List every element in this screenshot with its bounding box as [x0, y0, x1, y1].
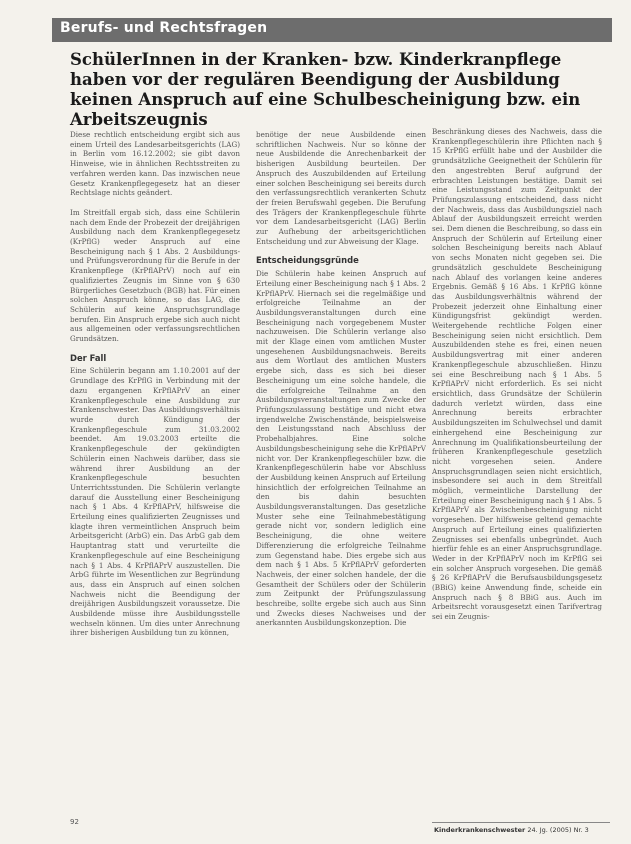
publication-issue: 24. Jg. (2005) Nr. 3 — [527, 826, 589, 834]
publication-name: Kinderkrankenschwester — [434, 826, 526, 834]
section-header-bar — [52, 18, 612, 42]
text-column-3 — [432, 127, 602, 815]
paragraph: Eine Schülerin begann am 1.10.2001 auf der Grundlage des KrPflG in Verbindung mit der dazu ergangenen KrPflAPrV an einer Krankenpflegeschule eine Ausbildung zur Krankenschwester. Das Ausbildungsverhältnis wurde durch Kündigung der Krankenpflegeschule zum 31.03.2002 beendet. Am 19.03.2003 erteilte die Krankenpflegeschule der gekündigten Schülerin einen Nachweis darüber, dass sie während ihrer Ausbildung an der Krankenpflegeschule besuchten Unterrichtsstunden. Die Schülerin verlangte darauf die Ausstellung einer Bescheinigung nach § 1 Abs. 4 KrPflAPrV, hilfsweise die Erteilung eines qualifizierten Zeugnisses und klagte ihren vermeintlichen Anspruch beim Arbeitsgericht (ArbG) ein. Das ArbG gab dem Hauptantrag statt und verurteilte die Krankenpflegeschule auf eine Bescheinigung nach § 1 Abs. 4 KrPflAPrV auszustellen. Die ArbG führte im Wesentlichen zur Begründung aus, dass ein Anspruch auf einen solchen Nachweis nicht die Beendigung der dreijährigen Ausbildungszeit voraussetze. Die Ausbildende müsse ihre Ausbildungsstelle wechseln können. Um dies unter Anrechnung ihrer bisherigen Ausbildung tun zu können, — [70, 366, 240, 638]
subheading: Der Fall — [70, 352, 107, 363]
subheading: Entscheidungsgründe — [256, 255, 359, 266]
paragraph: Diese rechtlich entscheidung ergibt sich aus einem Urteil des Landesarbeitsgerichts (LAG) in Berlin vom 16.12.2002; sie gibt davon Hinweise, wie in ähnlichen Rechtsstreiten zu verfahren werden kann. Das inzwischen neue Gesetz Krankenpflegegesetz hat an dieser Rechtslage nichts geändert. — [70, 130, 240, 198]
page-number: 92 — [70, 818, 79, 826]
paragraph: benötige der neue Ausbildende einen schriftlichen Nachweis. Nur so könne der neue Ausbildende die Anrechenbarkeit der bisherigen Ausbildung beurteilen. Der Anspruch des Auszubildenden auf Erteilung einer solchen Bescheinigung sei bereits durch den verfassungsrechtlich verankerten Schutz der freien Berufswahl gegeben. Die Berufung des Trägers der Krankenpflegeschule führte vor dem Landesarbeitsgericht (LAG) Berlin zur Aufhebung der arbeitsgerichtlichen Entscheidung und zur Abweisung der Klage. — [256, 130, 426, 246]
section-label: Berufs- und Rechtsfragen — [60, 20, 268, 36]
paragraph: Beschränkung dieses des Nachweis, dass die Krankenpflegeschülerin ihre Pflichten nach § 15 KrPflG erfüllt habe und der Ausbilder die grundsätzliche Geeignetheit der Schülerin für den angestrebten Beruf aufgrund der erbrachten Leistungen bestätige. Damit sei eine Leistungsstand zum Zeitpunkt der Prüfungszulassung entscheidend, dass nicht der Nachweis, dass das Ausbildungsziel nach Ablauf der Ausbildungszeit erreicht werden sei. Dem dienen die Beschreibung, so dass ein Anspruch der Schülerin auf Erteilung einer solchen Bescheinigung bereits nach Ablauf von sechs Monaten nicht gegeben sei. Die grundsätzlich geschuldete Bescheinigung nach Ablauf des vorlangen keine anderes Ergebnis. Gemäß § 16 Abs. 1 KrPflG könne das Ausbildungsverhältnis während der Probezeit jederzeit ohne Einhaltung einer Kündigungsfrist gekündigt werden. Weitergehende rechtliche Folgen einer Bescheinigung seien nicht ersichtlich. Dem Auszubildenden stehe es frei, einen neuen Ausbildungsvertrag mit einer anderen Krankenpflegeschule abzuschließen. Hinzu sei eine Beschreibung nach § 1 Abs. 5 KrPflAPrV nicht erforderlich. Es sei nicht ersichtlich, dass Grundsätze der Schülerin dadurch verletzt würden, dass eine Anrechnung bereits erbrachter Ausbildungszeiten im Schulwechsel und damit einhergehend eine Bescheinigung zur Anrechnung im Qualifikationsbeurteilung der früheren Krankenpflegeschule gesetzlich nicht vorgesehen seien. Andere Anspruchsgrundlagen seien nicht ersichtlich, insbesondere sei auch in dem Streitfall möglich, vermeintliche Darstellung der Erteilung einer Bescheinigung nach § 1 Abs. 5 KrPflAPrV als Zwischenbescheinigung nicht vorgesehen. Der hilfsweise geltend gemachte Anspruch auf Erteilung eines qualifizierten Zeugnisses sei ebenfalls unbegründet. Auch hierfür fehle es an einer Anspruchsgrundlage. Weder in der KrPflAPrV noch im KrPflG sei ein solcher Anspruch vorgesehen. Die gemäß § 26 KrPflAPrV die Berufsausbildungsgesetz (BBiG) keine Anwendung finde, scheide ein Anspruch nach § 8 BBiG aus. Auch im Arbeitsrecht vorausgesetzt einen Tarifvertrag sei ein Zeugnis- — [432, 127, 602, 622]
paragraph: Im Streitfall ergab sich, dass eine Schülerin nach dem Ende der Probezeit der dreijährigen Ausbildung nach dem Krankenpflegegesetz (KrPflG) weder Anspruch auf eine Bescheinigung nach § 1 Abs. 2 Ausbildungs- und Prüfungsverordnung für die Berufe in der Krankenpflege (KrPflAPrV) noch auf ein qualifiziertes Zeugnis im Sinne von § 630 Bürgerliches Gesetzbuch (BGB) hat. Für einen solchen Anspruch könne, so das LAG, die Schülerin auf keine Anspruchsgrundlage berufen. Ein Anspruch ergebe sich auch nicht aus allgemeinen oder verfassungsrechtlichen Grundsätzen. — [70, 207, 240, 344]
text-column-1 — [70, 130, 240, 815]
footer-divider — [432, 822, 610, 823]
article-title: SchülerInnen in der Kranken- bzw. Kinderkranpflege haben vor der regulären Beendigung der Ausbildung keinen Anspruch auf eine Schulbescheinigung bzw. ein Arbeitszeugnis — [70, 50, 581, 129]
text-column-2 — [256, 130, 426, 815]
paragraph: Die Schülerin habe keinen Anspruch auf Erteilung einer Bescheinigung nach § 1 Abs. 2 KrPflAPrV. Hiernach sei die regelmäßige und erfolgreiche Teilnahme an der Ausbildungsveranstaltungen durch eine Bescheinigung nach vorgegebenem Muster nachzuweisen. Die Schülerin verlange also mit der Klage einen vom amtlichen Muster ungesehenen Ausbildungsnachweis. Bereits aus dem Wortlaut des amtlichen Musters ergebe sich, dass es sich bei dieser Bescheinigung um eine solche handele, die die erfolgreiche Teilnahme an den Ausbildungsveranstaltungen zum Zwecke der Prüfungszulassung bestätige und nicht etwa irgendwelche Zwischenstände, beispielsweise den Leistungsstand nach Abschluss der Probehalbjahres. Eine solche Ausbildungsbescheinigung sehe die KrPflAPrV nicht vor. Der Krankenpflegeschüler bzw. die Krankenpflegeschülerin habe vor Abschluss der Ausbildung keinen Anspruch auf Erteilung hinsichtlich der erfolgreichen Teilnahme an den bis dahin besuchten Ausbildungsveranstaltungen. Das gesetzliche Muster sehe eine Teilnahmebestätigung gerade nicht vor, sondern lediglich eine Bescheinigung, die ohne weitere Differenzierung die erfolgreiche Teilnahme zum Gegenstand habe. Dies ergebe sich aus dem nach § 1 Abs. 5 KrPflAPrV geforderten Nachweis, der einer solchen handele, der die Gesamtheit der Schülers oder der Schülerin zum Zeitpunkt der Prüfungszulassung beschreibe, sollte ergebe sich auch aus Sinn und Zwecks dieses Nachweises und der anerkannten Ausbildungskonzeption. Die — [256, 269, 426, 628]
publication-footer — [434, 826, 589, 834]
